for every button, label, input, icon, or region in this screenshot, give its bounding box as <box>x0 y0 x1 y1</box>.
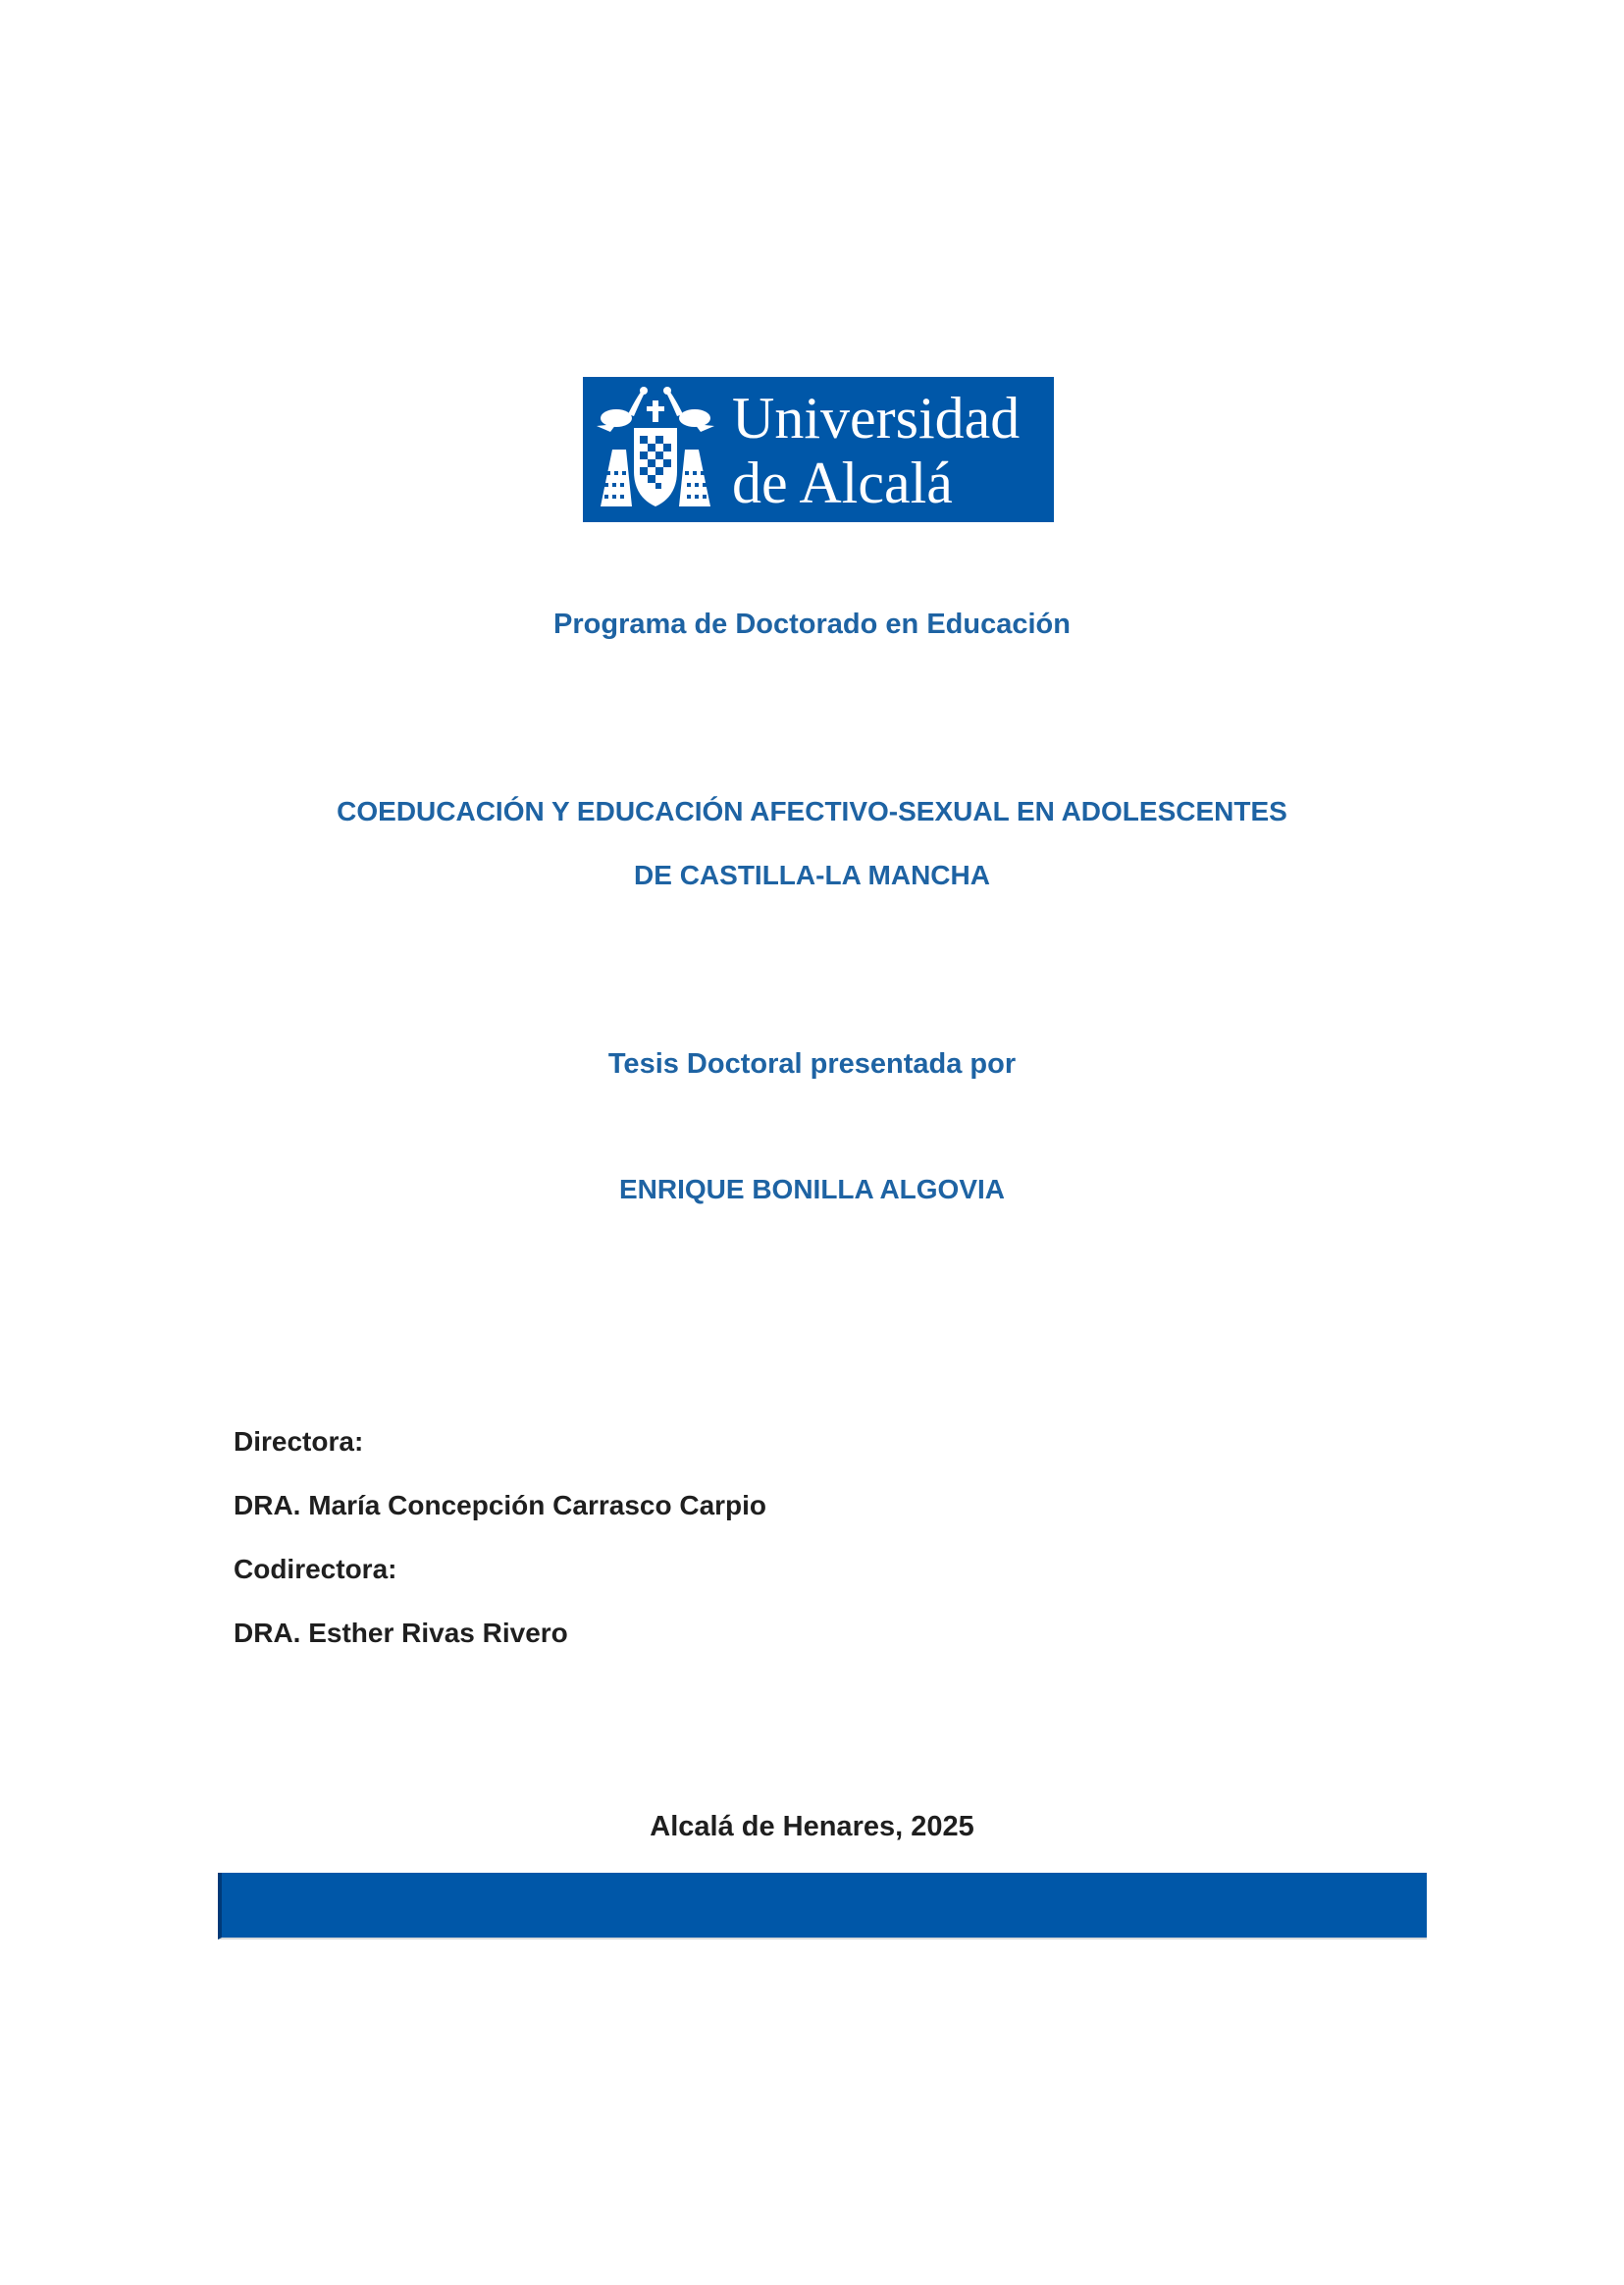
doctoral-program: Programa de Doctorado en Educación <box>553 609 1071 640</box>
footer-bar <box>218 1873 1427 1940</box>
codirector-label: Codirectora: <box>234 1554 397 1584</box>
crest-icon <box>587 381 724 518</box>
codirector-name: DRA. Esther Rivas Rivero <box>234 1618 568 1648</box>
university-logo <box>583 377 1054 522</box>
author-name: ENRIQUE BONILLA ALGOVIA <box>618 1174 1006 1204</box>
presented-by: Tesis Doctoral presentada por <box>607 1048 1017 1080</box>
logo-line-2: de Alcalá <box>732 451 953 515</box>
thesis-title-line-1: COEDUCACIÓN Y EDUCACIÓN AFECTIVO-SEXUAL EN ADOLESCENTES <box>337 796 1287 826</box>
director-label: Directora: <box>234 1426 364 1457</box>
place-and-date: Alcalá de Henares, 2025 <box>650 1811 974 1842</box>
director-name: DRA. María Concepción Carrasco Carpio <box>234 1490 767 1520</box>
thesis-title-line-2: DE CASTILLA-LA MANCHA <box>634 860 990 890</box>
logo-line-1: Universidad <box>732 386 1021 451</box>
